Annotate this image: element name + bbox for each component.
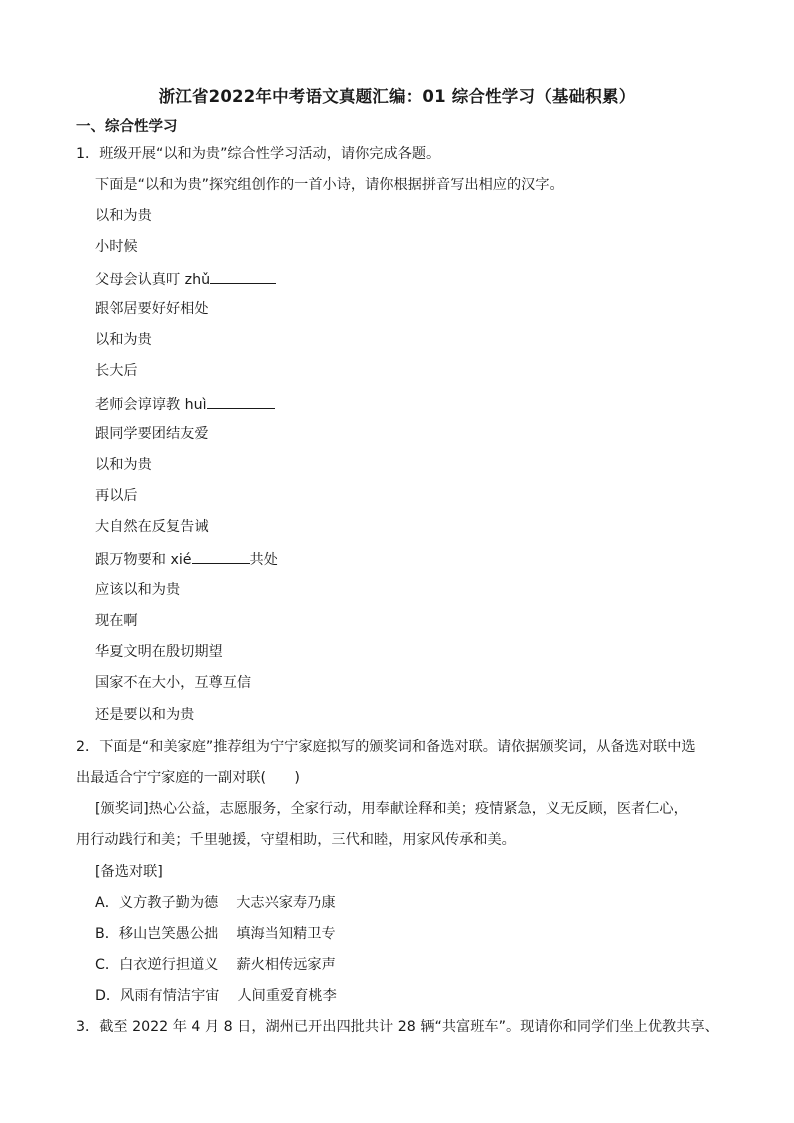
couplet-left: 义方教子勤为德 xyxy=(118,895,219,911)
poem-line: 老师会谆谆教 huì xyxy=(95,397,207,413)
poem-line: 以和为贵 xyxy=(95,457,152,473)
q2-options-label: [备选对联] xyxy=(95,864,163,880)
document-title: 浙江省2022年中考语文真题汇编：01 综合性学习（基础积累） xyxy=(158,87,636,106)
answer-blank-xie[interactable] xyxy=(192,548,250,564)
poem-line: 再以后 xyxy=(95,488,138,504)
poem-line-with-blank xyxy=(95,393,275,415)
q1-instruction: 下面是“以和为贵”探究组创作的一首小诗，请你根据拼音写出相应的汉字。 xyxy=(95,177,564,193)
couplet-left: 风雨有情洁宇宙 xyxy=(120,988,220,1004)
q2-stem-line2: 出最适合宁宁家庭的一副对联( ) xyxy=(76,770,300,786)
option-letter: B． xyxy=(95,926,119,942)
poem-line: 父母会认真叮 zhǔ xyxy=(95,272,211,288)
poem-line: 跟万物要和 xié xyxy=(95,552,192,568)
q2-stem-line1: 2．下面是“和美家庭”推荐组为宁宁家庭拟写的颁奖词和备选对联。请依据颁奖词，从备选对联中选 xyxy=(76,739,696,755)
poem-line: 应该以和为贵 xyxy=(95,582,181,598)
poem-line: 还是要以和为贵 xyxy=(95,707,195,723)
poem-line: 以和为贵 xyxy=(95,332,152,348)
couplet-right: 薪火相传远家声 xyxy=(236,957,336,973)
couplet-right: 人间重爱育桃李 xyxy=(237,988,337,1004)
poem-line: 国家不在大小，互尊互信 xyxy=(95,675,252,691)
option-d[interactable] xyxy=(95,986,337,1006)
couplet-right: 填海当知精卫专 xyxy=(236,926,336,942)
section-heading: 一、综合性学习 xyxy=(76,119,178,135)
poem-line: 长大后 xyxy=(95,363,138,379)
poem-line-with-blank xyxy=(95,548,278,570)
poem-line-tail: 共处 xyxy=(249,552,278,568)
poem-line: 现在啊 xyxy=(95,613,138,629)
poem-line: 以和为贵 xyxy=(95,208,152,224)
option-letter: C． xyxy=(95,957,120,973)
poem-line: 跟邻居要好好相处 xyxy=(95,301,209,317)
poem-line: 跟同学要团结友爱 xyxy=(95,426,209,442)
option-b[interactable] xyxy=(95,924,336,944)
poem-line-with-blank xyxy=(95,268,276,290)
q2-award-line2: 用行动践行和美；千里驰援，守望相助，三代和睦，用家风传承和美。 xyxy=(76,832,516,848)
option-letter: A． xyxy=(95,895,119,911)
poem-line: 大自然在反复告诫 xyxy=(95,519,209,535)
option-letter: D． xyxy=(95,988,121,1004)
couplet-left: 白衣逆行担道义 xyxy=(119,957,219,973)
couplet-right: 大志兴家寿乃康 xyxy=(236,895,336,911)
q1-stem: 1．班级开展“以和为贵”综合性学习活动，请你完成各题。 xyxy=(76,146,441,162)
answer-blank-hui[interactable] xyxy=(207,393,275,409)
q2-award-line1: [颁奖词]热心公益，志愿服务，全家行动，用奉献诠释和美；疫情紧急，义无反顾，医者仁心， xyxy=(95,801,688,817)
poem-line: 小时候 xyxy=(95,239,138,255)
couplet-left: 移山岂笑愚公拙 xyxy=(118,926,219,942)
poem-line: 华夏文明在殷切期望 xyxy=(95,644,223,660)
option-c[interactable] xyxy=(95,955,336,975)
option-a[interactable] xyxy=(95,893,336,913)
answer-blank-zhu[interactable] xyxy=(210,268,276,284)
q3-stem-line1: 3．截至 2022 年 4 月 8 日，湖州已开出四批共计 28 辆“共富班车”。现请你和同学们坐上优教共享、 xyxy=(76,1019,719,1035)
